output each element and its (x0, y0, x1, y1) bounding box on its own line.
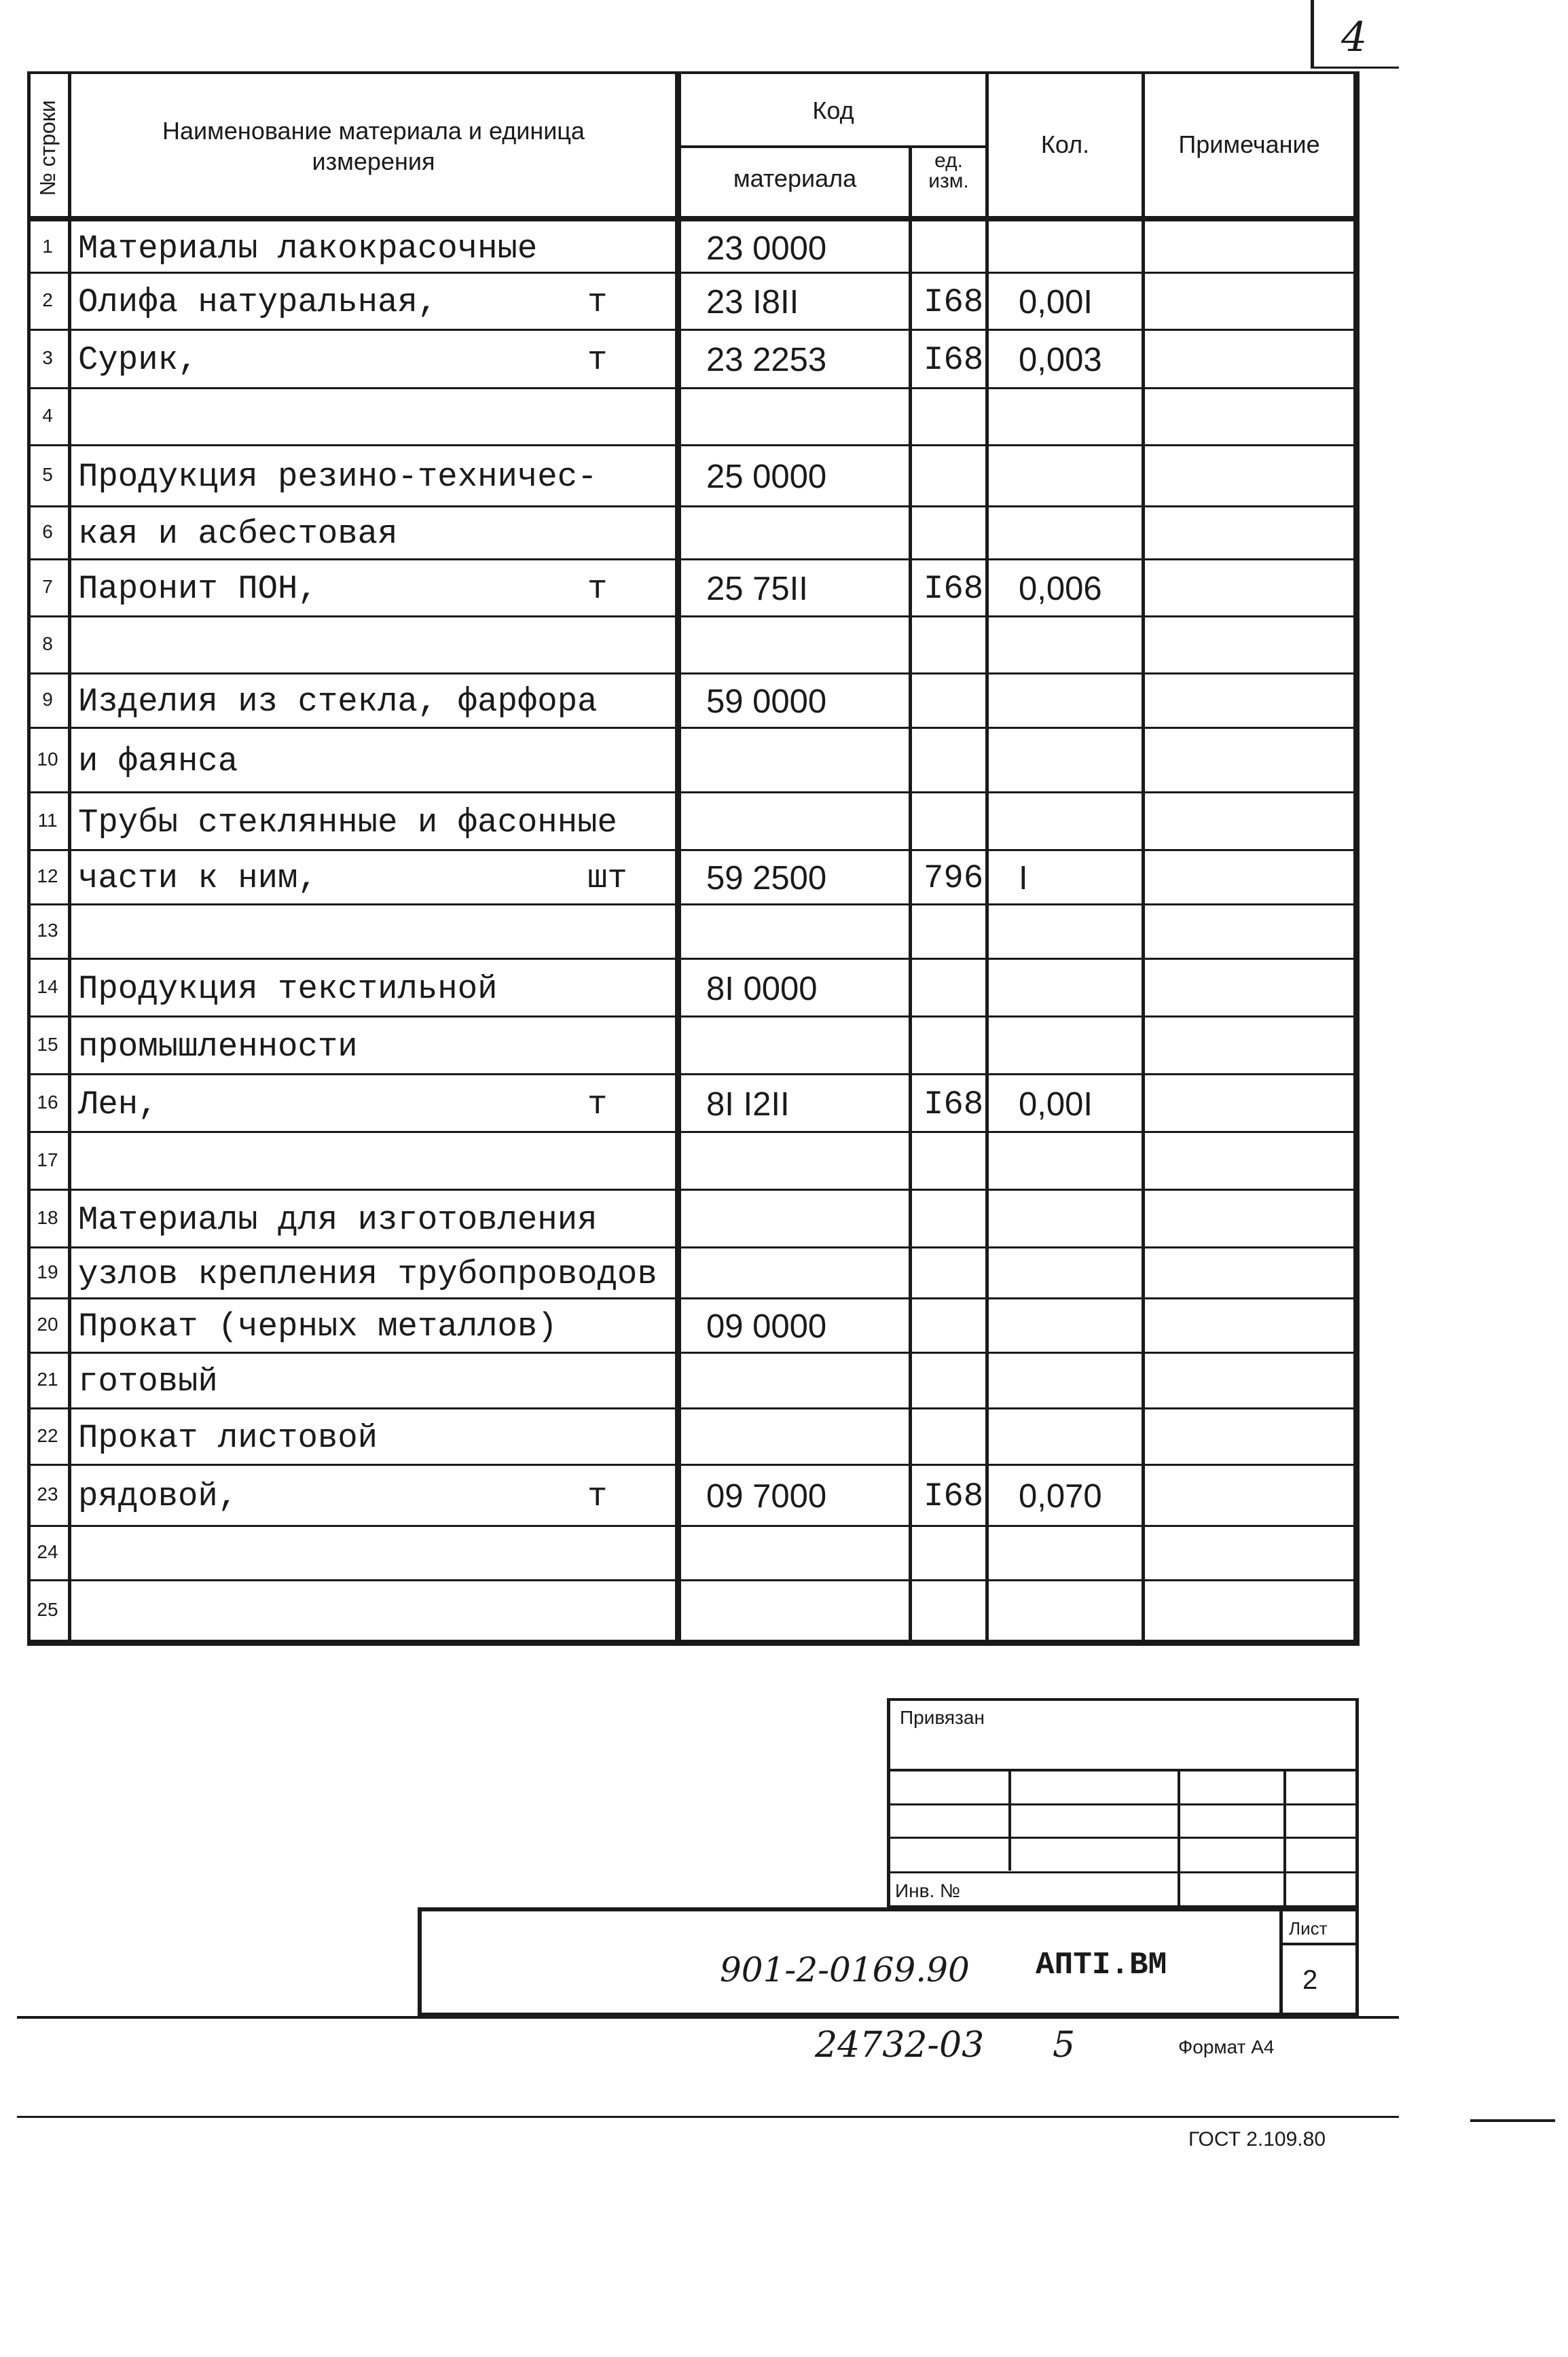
row-number: 6 (42, 521, 53, 542)
row-number: 24 (37, 1541, 58, 1562)
unit-label: т (587, 283, 608, 321)
row-number: 8 (42, 633, 53, 654)
material-code: 09 7000 (706, 1478, 827, 1515)
row-divider (27, 1297, 1358, 1299)
material-code: 09 0000 (706, 1308, 827, 1345)
row-number: 13 (37, 920, 58, 941)
row-number: 2 (42, 289, 53, 310)
header-name: Наименование материала и единица измерения (162, 117, 585, 175)
corner-border-bottom (1311, 67, 1399, 69)
material-code: 23 2253 (706, 342, 827, 378)
material-name: Материалы для изготовления (78, 1200, 598, 1239)
row-divider (27, 1073, 1358, 1075)
stamp-sheet-no: 2 (1302, 1965, 1318, 1995)
header-qty: Кол. (1040, 130, 1090, 158)
stamp-inv-no: Инв. № (895, 1880, 961, 1901)
material-name: Сурик, (78, 341, 198, 379)
unit-code: I68 (924, 1085, 984, 1123)
row-divider (27, 1352, 1358, 1354)
row-number: 11 (37, 809, 58, 831)
row-divider (27, 558, 1358, 560)
row-number: 3 (42, 347, 53, 368)
row-divider (27, 1131, 1358, 1133)
row-divider (27, 444, 1358, 446)
header-note: Примечание (1178, 130, 1320, 158)
material-name: Изделия из стекла, фарфора (78, 683, 598, 721)
material-code: 25 0000 (706, 458, 827, 495)
row-number: 19 (37, 1261, 58, 1282)
row-divider (27, 1464, 1358, 1466)
stamp-doc-code: АПТI.ВМ (1036, 1947, 1167, 1983)
row-number: 5 (42, 464, 53, 485)
row-number: 22 (37, 1424, 58, 1446)
header-row-no-cell (27, 82, 68, 214)
quantity: I (1019, 860, 1028, 897)
unit-label: т (587, 1085, 608, 1123)
format-label: Формат А4 (1178, 2036, 1275, 2057)
row-number: 23 (37, 1483, 58, 1505)
material-name: части к ним, (78, 859, 318, 897)
material-name: Прокат (черных металлов) (78, 1308, 558, 1346)
quantity: 0,00I (1019, 1085, 1093, 1123)
material-name: Материалы лакокрасочные (78, 230, 538, 268)
quantity: 0,070 (1019, 1478, 1102, 1515)
stamp-doc-number: 901-2-0169.90 (720, 1950, 970, 1990)
row-number: 14 (37, 975, 58, 997)
material-name: кая и асбестовая (78, 515, 398, 553)
row-divider (27, 1246, 1358, 1248)
unit-label: шт (587, 859, 627, 897)
material-code: 23 I8II (706, 284, 799, 321)
material-name: Паронит ПОН, (78, 570, 318, 608)
row-divider (27, 272, 1358, 274)
row-divider (27, 1525, 1358, 1527)
corner-border (1311, 0, 1314, 68)
stamp-privyazan: Привязан (900, 1707, 985, 1728)
material-code: 8I I2II (706, 1085, 790, 1123)
row-divider (27, 329, 1358, 331)
row-divider (27, 1189, 1358, 1191)
material-name: готовый (78, 1363, 218, 1401)
gost-label: ГОСТ 2.109.80 (1188, 2128, 1326, 2151)
header-code-material: материала (733, 164, 857, 192)
material-name: промышленности (78, 1027, 358, 1066)
material-name: рядовой, (78, 1477, 238, 1515)
row-number: 21 (37, 1369, 58, 1390)
material-code: 59 0000 (706, 683, 827, 720)
row-number: 9 (42, 689, 53, 710)
row-divider (27, 903, 1358, 905)
row-number: 12 (37, 865, 58, 886)
header-code-unit: ед. изм. (928, 149, 969, 192)
unit-code: I68 (924, 570, 984, 608)
archive-sheet: 5 (1053, 2025, 1076, 2066)
row-divider (27, 672, 1358, 674)
material-code: 59 2500 (706, 860, 827, 897)
unit-code: 796 (924, 859, 984, 897)
row-number: 1 (42, 236, 53, 257)
unit-label: т (587, 341, 608, 379)
material-name: и фаянса (78, 742, 238, 780)
material-name: Лен, (78, 1085, 158, 1123)
material-name: узлов крепления трубопроводов (78, 1255, 657, 1293)
unit-code: I68 (924, 283, 984, 321)
row-number: 20 (37, 1314, 58, 1335)
row-number: 4 (42, 405, 53, 426)
unit-code: I68 (924, 1477, 984, 1515)
material-name: Продукция резино-техничес- (78, 458, 598, 496)
row-number: 16 (37, 1091, 58, 1113)
row-number: 25 (37, 1598, 58, 1620)
row-divider (27, 1407, 1358, 1409)
row-number: 17 (37, 1149, 58, 1170)
archive-number: 24732-03 (815, 2025, 985, 2066)
material-name: Трубы стеклянные и фасонные (78, 803, 617, 842)
margin-mark (1470, 2119, 1555, 2122)
row-divider (27, 387, 1358, 389)
row-number: 18 (37, 1206, 58, 1228)
row-divider (27, 791, 1358, 793)
row-divider (27, 615, 1358, 617)
row-number: 7 (42, 576, 53, 597)
bottom-line (17, 2116, 1399, 2118)
row-divider (27, 505, 1358, 507)
material-code: 8I 0000 (706, 970, 818, 1007)
row-divider (27, 1015, 1358, 1018)
row-divider (27, 1579, 1358, 1581)
material-name: Олифа натуральная, (78, 283, 438, 321)
quantity: 0,006 (1019, 571, 1102, 607)
unit-code: I68 (924, 341, 984, 379)
row-divider (27, 849, 1358, 851)
quantity: 0,00I (1019, 284, 1093, 321)
stamp-sheet-label: Лист (1289, 1918, 1328, 1939)
footer-line (17, 2016, 1399, 2019)
header-row-no: № строки (35, 99, 60, 196)
header-code: Код (812, 96, 854, 124)
row-number: 10 (37, 748, 58, 770)
row-divider (27, 958, 1358, 960)
unit-label: т (587, 570, 608, 608)
row-number: 15 (37, 1033, 58, 1055)
corner-sheet-number: 4 (1341, 14, 1368, 61)
unit-label: т (587, 1477, 608, 1515)
material-code: 23 0000 (706, 230, 827, 267)
material-code: 25 75II (706, 571, 808, 607)
row-divider (27, 727, 1358, 729)
quantity: 0,003 (1019, 342, 1102, 378)
material-name: Продукция текстильной (78, 969, 498, 1008)
material-name: Прокат листовой (78, 1418, 378, 1457)
